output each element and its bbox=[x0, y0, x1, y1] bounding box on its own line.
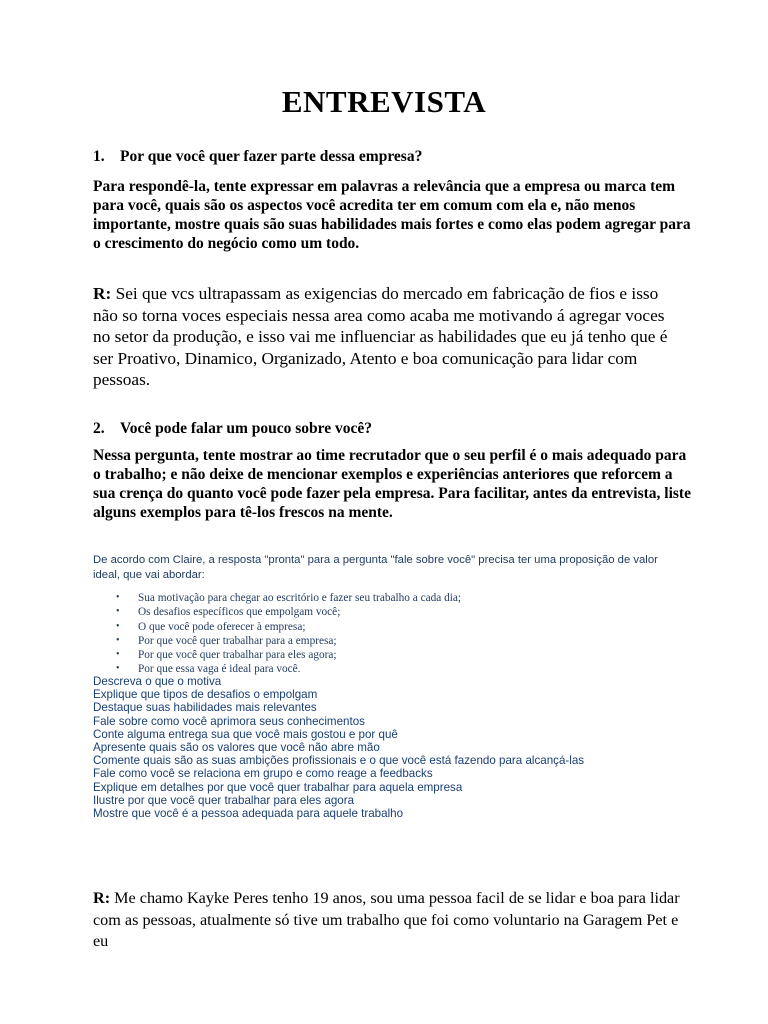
question-2-number: 2. bbox=[93, 420, 105, 437]
list-item: • Por que você quer trabalhar para eles agora; bbox=[116, 649, 337, 662]
tip-line: Descreva o que o motiva bbox=[93, 675, 222, 688]
bullet-icon: • bbox=[116, 620, 120, 632]
tip-line: Mostre que você é a pessoa adequada para aquele trabalho bbox=[93, 807, 404, 821]
answer-2 bbox=[93, 888, 683, 953]
tip-line: Apresente quais são os valores que você não abre mão bbox=[93, 741, 380, 755]
list-item: • Por que você quer trabalhar para a empresa; bbox=[116, 634, 337, 647]
bullet-icon: • bbox=[116, 634, 120, 646]
page-title: ENTREVISTA bbox=[281, 84, 487, 119]
question-1-number: 1. bbox=[93, 148, 105, 165]
list-item: • Sua motivação para chegar ao escritório e fazer seu trabalho a cada dia; bbox=[116, 592, 462, 604]
list-item: • Por que essa vaga é ideal para você. bbox=[116, 663, 301, 676]
bullet-icon: • bbox=[116, 606, 120, 618]
list-item: • O que você pode oferecer à empresa; bbox=[116, 620, 306, 633]
answer-1 bbox=[93, 283, 683, 391]
claire-intro: De acordo com Claire, a resposta "pronta" para a pergunta "fale sobre você" precisa ter uma proposição de valor ideal, que vai abordar: bbox=[93, 554, 658, 581]
bullet-icon: • bbox=[116, 592, 120, 603]
tips-list bbox=[93, 675, 693, 820]
tip-line: Ilustre por que você quer trabalhar para eles agora bbox=[93, 793, 355, 807]
tip-line: Explique que tipos de desafios o empolgam bbox=[93, 688, 318, 702]
question-1 bbox=[93, 148, 422, 166]
question-1-guidance: Para respondê-la, tente expressar em palavras a relevância que a empresa ou marca tem para você, quais são os aspectos você acredita ter em comum com ela e, não menos importante, mostre quais são suas habilidades mais fortes e como elas podem agregar para o crescimento do negócio como um todo. bbox=[93, 178, 691, 252]
question-2-guidance: Nessa pergunta, tente mostrar ao time recrutador que o seu perfil é o mais adequado para o trabalho; e não deixe de mencionar exemplos e experiências anteriores que reforcem a sua crença do quanto você pode fazer pela empresa. Para facilitar, antes da entrevista, liste alguns exemplos para tê-los frescos na mente. bbox=[93, 447, 691, 521]
answer-1-prefix: R: bbox=[93, 284, 112, 303]
question-2-text: Você pode falar um pouco sobre você? bbox=[120, 420, 373, 437]
tip-line: Comente quais são as suas ambições profissionais e o que você está fazendo para alcançá-las bbox=[93, 754, 585, 768]
tip-line: Fale sobre como você aprimora seus conhecimentos bbox=[93, 714, 365, 728]
tip-line: Conte alguma entrega sua que você mais gostou e por quê bbox=[93, 727, 398, 741]
bullet-icon: • bbox=[116, 663, 120, 675]
answer-2-text: Me chamo Kayke Peres tenho 19 anos, sou uma pessoa facil de se lidar e boa para lidar com as pessoas, atualmente só tive um trabalho que foi como voluntario na Garagem Pet e eu bbox=[93, 889, 680, 950]
tip-line: Fale como você se relaciona em grupo e como reage a feedbacks bbox=[93, 767, 433, 781]
answer-2-prefix: R: bbox=[93, 889, 111, 907]
list-item: • Os desafios específicos que empolgam você; bbox=[116, 606, 341, 619]
tip-line: Explique em detalhes por que você quer trabalhar para aquela empresa bbox=[93, 780, 463, 794]
tip-line: Destaque suas habilidades mais relevantes bbox=[93, 701, 317, 715]
question-1-text: Por que você quer fazer parte dessa empresa? bbox=[120, 148, 423, 165]
value-proposition-list bbox=[116, 591, 461, 677]
bullet-icon: • bbox=[116, 649, 120, 661]
question-2 bbox=[93, 420, 372, 438]
answer-1-text: Sei que vcs ultrapassam as exigencias do mercado em fabricação de fios e isso não so torna voces especiais nessa area como acaba me motivando á agregar voces no setor da produção, e isso vai me influenciar as habilidades que eu já tenho que é ser Proativo, Dinamico, Organizado, Atento e boa comunicação para lidar com pessoas. bbox=[93, 284, 668, 389]
